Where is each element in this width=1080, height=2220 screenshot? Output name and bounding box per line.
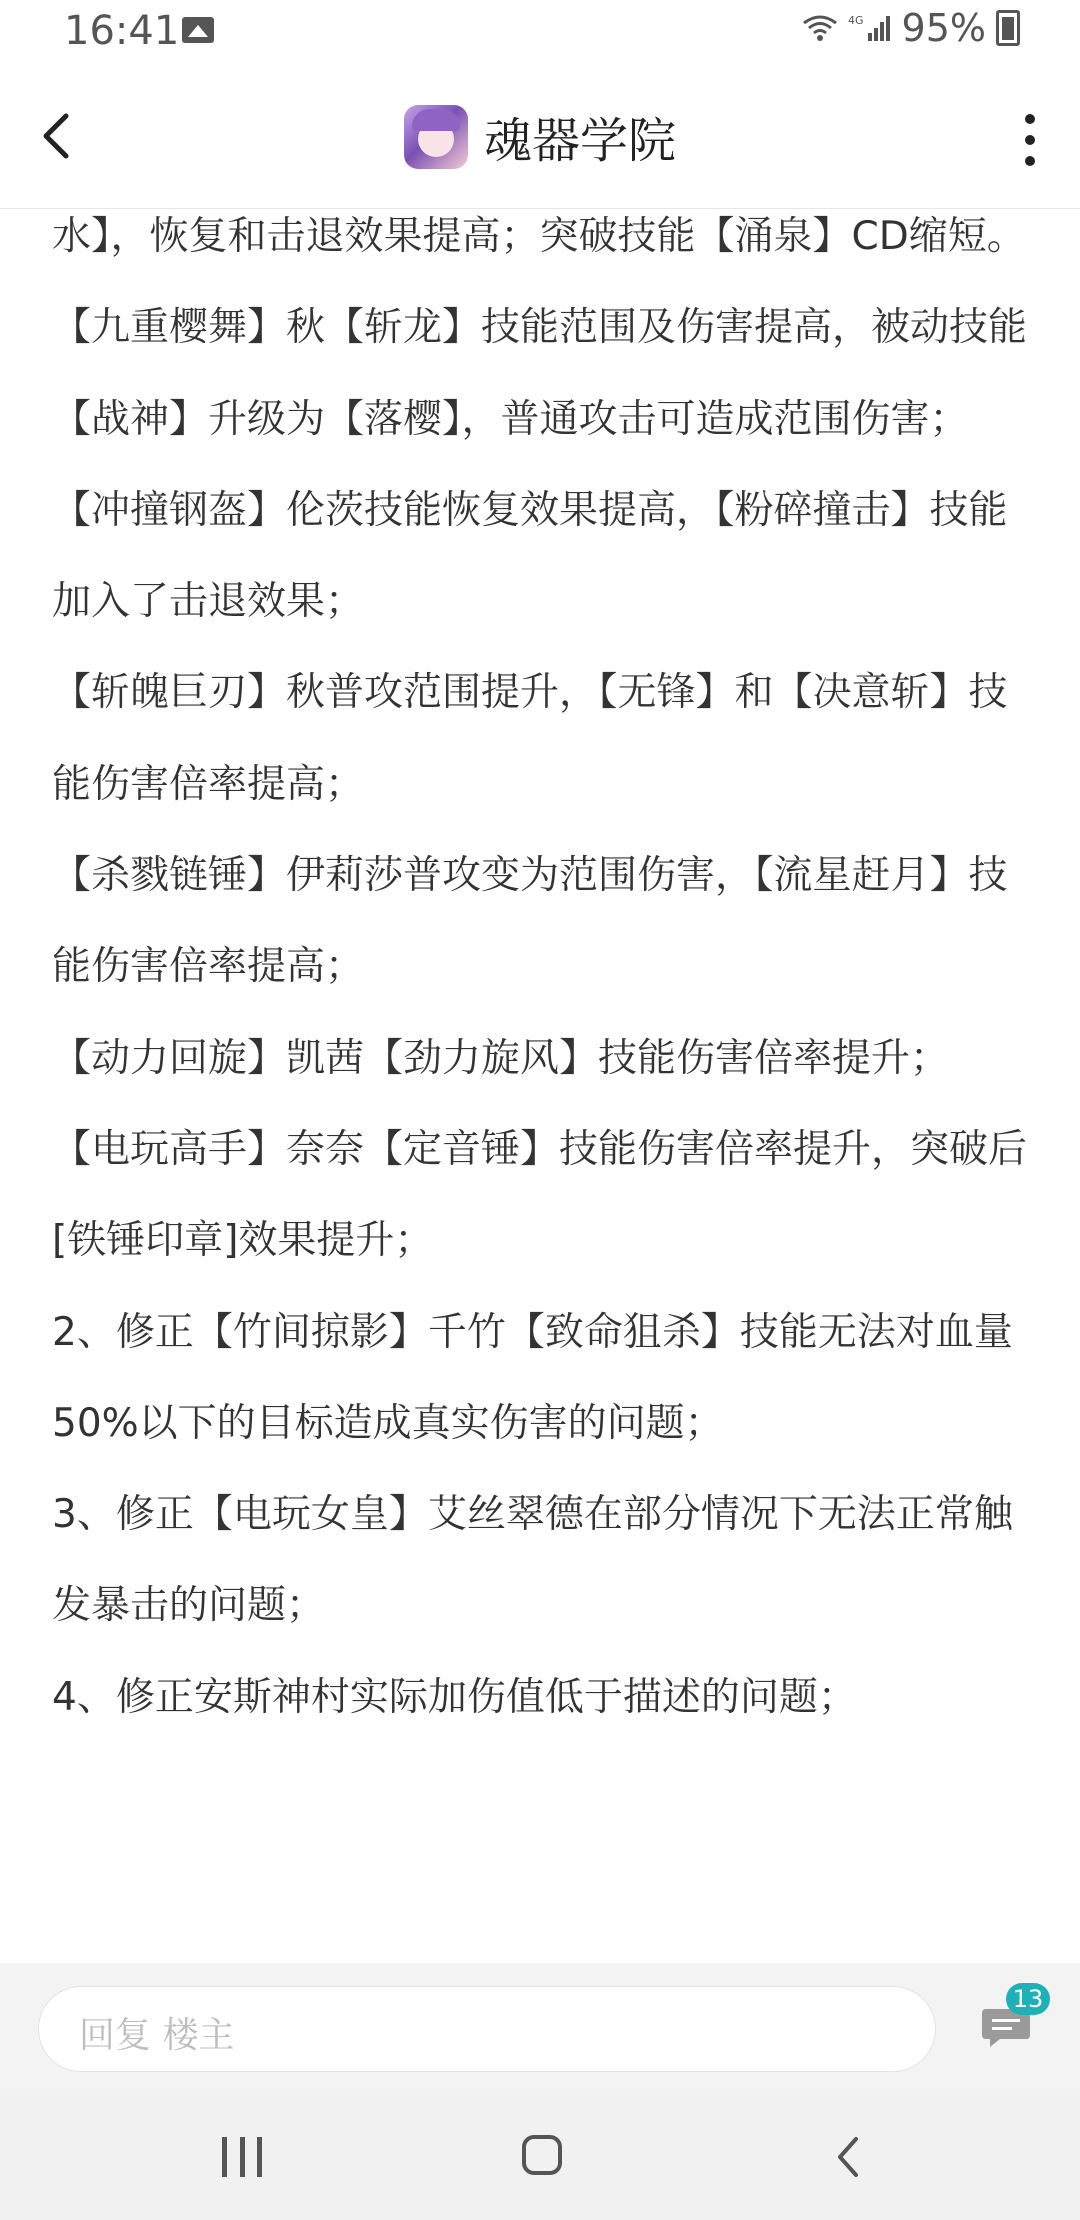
paragraph: 4、修正安斯神村实际加伤值低于描述的问题； (52, 1674, 857, 1720)
forum-avatar (404, 105, 468, 169)
battery-percent: 95% (901, 6, 986, 50)
more-vertical-icon (1025, 156, 1035, 166)
paragraph: 【冲撞钢盔】伦茨技能恢复效果提高，【粉碎撞击】技能加入了击退效果； (52, 487, 1008, 625)
reply-placeholder: 回复 楼主 (79, 2015, 235, 2056)
more-vertical-icon (1025, 114, 1035, 124)
wifi-icon (802, 13, 838, 43)
paragraph: 【九重樱舞】秋【斩龙】技能范围及伤害提高，被动技能【战神】升级为【落樱】，普通攻击可造成范围伤害； (52, 305, 1028, 442)
signal-icon (848, 13, 892, 43)
page-title: 魂器学院 (483, 113, 676, 169)
system-back-button[interactable] (830, 2133, 866, 2181)
paragraph: 【动力回旋】凯茜【劲力旋风】技能伤害倍率提升； (52, 1035, 950, 1081)
app-header (0, 64, 1080, 209)
recents-icon (222, 2137, 227, 2177)
paragraph: 【杀戮链锤】伊莉莎普攻变为范围伤害，【流星赶月】技能伤害倍率提高； (52, 853, 1008, 990)
paragraph: 3、修正【电玩女皇】艾丝翠德在部分情况下无法正常触发暴击的问题； (52, 1492, 1013, 1629)
gallery-notification-icon (182, 17, 214, 43)
recents-icon (240, 2137, 245, 2177)
header-title-group[interactable] (0, 102, 1080, 171)
battery-icon (996, 10, 1020, 46)
paragraph: 水】，恢复和击退效果提高；突破技能【涌泉】CD缩短。 (52, 214, 1026, 259)
more-button[interactable] (1018, 114, 1042, 166)
status-indicators (802, 6, 1020, 50)
paragraph: 【斩魄巨刃】秋普攻范围提升，【无锋】和【决意斩】技能伤害倍率提高； (52, 670, 1008, 807)
post-text (52, 209, 1042, 1743)
paragraph: 【电玩高手】奈奈【定音锤】技能伤害倍率提升，突破后[铁锤印章]效果提升； (52, 1126, 1028, 1264)
recents-icon (257, 2137, 262, 2177)
home-button[interactable] (522, 2135, 562, 2175)
comment-count-badge: 13 (1006, 1983, 1050, 2015)
paragraph: 2、修正【竹间掠影】千竹【致命狙杀】技能无法对血量50%以下的目标造成真实伤害的问题； (52, 1309, 1013, 1446)
reply-input[interactable] (38, 1986, 936, 2072)
post-content (0, 209, 1080, 1963)
network-type-label: 4G (847, 14, 864, 27)
more-vertical-icon (1025, 135, 1035, 145)
system-nav-bar (0, 2093, 1080, 2220)
status-bar (0, 0, 1080, 64)
status-time: 16:41 (64, 8, 180, 54)
recents-button[interactable] (222, 2137, 262, 2177)
reply-bar (0, 1963, 1080, 2093)
